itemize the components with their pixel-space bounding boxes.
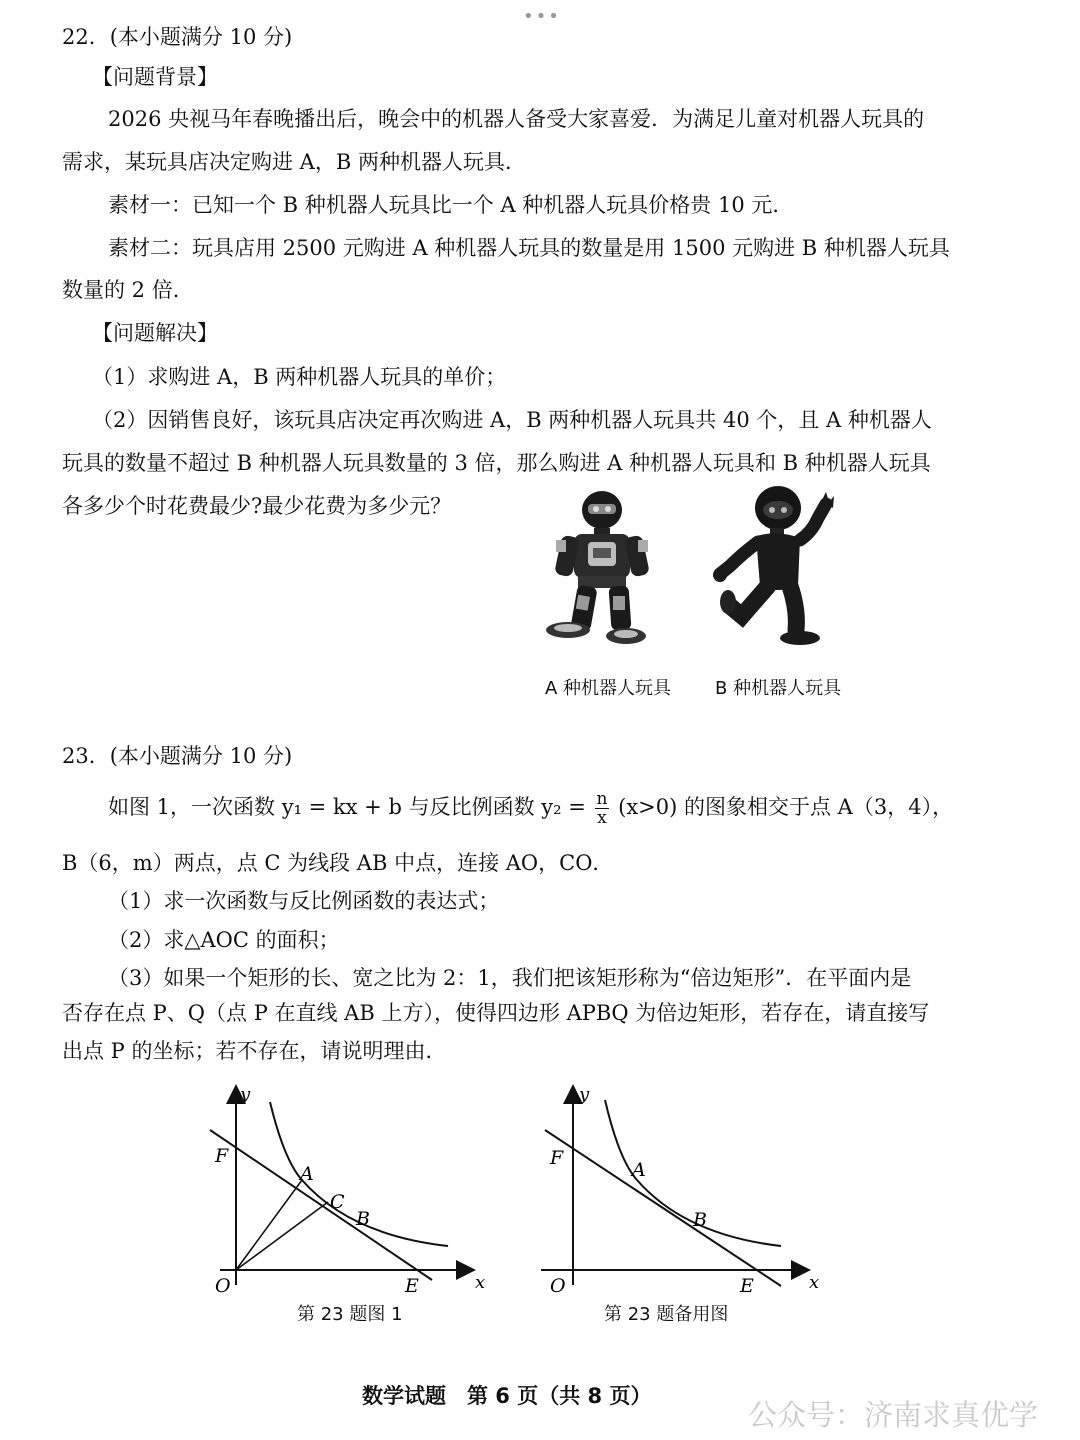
label-y: y <box>240 1084 251 1105</box>
label-b: B <box>693 1209 707 1231</box>
fraction-numerator: n <box>596 789 608 809</box>
line-fe <box>545 1130 781 1286</box>
q23-intro-line-1 <box>108 790 953 827</box>
q23-intro-pre: 如图 1，一次函数 y₁ = kx + b 与反比例函数 y₂ = <box>108 795 586 819</box>
label-b: B <box>356 1208 370 1230</box>
label-a: A <box>632 1159 646 1181</box>
q22-material-1: 素材一：已知一个 B 种机器人玩具比一个 A 种机器人玩具价格贵 10 元． <box>108 193 794 217</box>
segment-ao <box>236 1180 302 1270</box>
q23-header: 23．(本小题满分 10 分) <box>62 744 293 768</box>
watermark: 公众号：济南求真优学 <box>748 1398 1039 1432</box>
label-a: A <box>300 1163 314 1185</box>
q22-background-line-1: 2026 央视马年春晚播出后，晚会中的机器人备受大家喜爱．为满足儿童对机器人玩具的 <box>108 107 925 131</box>
robot-b-caption: B 种机器人玩具 <box>715 678 842 699</box>
label-o: O <box>550 1275 566 1297</box>
q22-material-2-line-2: 数量的 2 倍． <box>62 278 194 302</box>
label-y: y <box>579 1084 590 1105</box>
robot-a-caption: A 种机器人玩具 <box>545 678 672 699</box>
robot-a-image <box>540 488 665 658</box>
label-o: O <box>215 1275 231 1297</box>
q22-solve-title: 【问题解决】 <box>92 321 218 345</box>
label-e: E <box>740 1275 754 1297</box>
q22-part-1: （1）求购进 A，B 两种机器人玩具的单价； <box>92 365 507 389</box>
page-footer: 数学试题 第 6 页（共 8 页） <box>362 1384 652 1408</box>
label-f: F <box>215 1145 229 1167</box>
q22-background-title: 【问题背景】 <box>92 65 218 89</box>
segment-co <box>236 1202 328 1270</box>
q23-part-1: （1）求一次函数与反比例函数的表达式； <box>108 889 500 913</box>
q23-part-3-line-1: （3）如果一个矩形的长、宽之比为 2：1，我们把该矩形称为“倍边矩形”．在平面内是 <box>108 966 912 990</box>
label-e: E <box>405 1275 419 1297</box>
q23-part-3-line-2: 否存在点 P、Q（点 P 在直线 AB 上方），使得四边形 APBQ 为倍边矩形，若存在，请直接写 <box>62 1001 930 1025</box>
q22-header: 22．(本小题满分 10 分) <box>62 25 293 49</box>
q23-part-3-line-3: 出点 P 的坐标；若不存在，请说明理由． <box>62 1039 447 1063</box>
q22-part-2-line-1: （2）因销售良好，该玩具店决定再次购进 A，B 两种机器人玩具共 40 个，且 A 种机器人 <box>92 408 932 432</box>
label-c: C <box>330 1191 345 1213</box>
figure-1-caption: 第 23 题图 1 <box>297 1304 403 1325</box>
q23-intro-post: (x>0) 的图象相交于点 A（3，4）， <box>618 795 954 819</box>
label-x: x <box>809 1272 820 1293</box>
q23-intro-line-2: B（6，m）两点，点 C 为线段 AB 中点，连接 AO，CO． <box>62 851 614 875</box>
label-f: F <box>550 1147 564 1169</box>
q22-part-2-line-3: 各多少个时花费最少?最少花费为多少元？ <box>62 494 452 518</box>
line-fe <box>210 1130 432 1280</box>
q22-material-2-line-1: 素材二：玩具店用 2500 元购进 A 种机器人玩具的数量是用 1500 元购进 B 种机器人玩具 <box>108 236 950 260</box>
fraction-denominator: x <box>597 808 607 828</box>
inverse-fraction <box>595 790 610 827</box>
figure-2-caption: 第 23 题备用图 <box>604 1304 729 1325</box>
label-x: x <box>475 1272 486 1293</box>
q23-part-2: （2）求△AOC 的面积； <box>108 928 340 952</box>
q22-part-2-line-2: 玩具的数量不超过 B 种机器人玩具数量的 3 倍，那么购进 A 种机器人玩具和 B 种机器人玩具 <box>62 451 931 475</box>
page-indicator-dots: ••• <box>523 6 561 27</box>
robot-b-image <box>708 482 843 657</box>
figure-2 <box>535 1080 835 1300</box>
figure-1 <box>200 1080 500 1300</box>
q22-background-line-2: 需求，某玩具店决定购进 A，B 两种机器人玩具． <box>62 150 526 174</box>
